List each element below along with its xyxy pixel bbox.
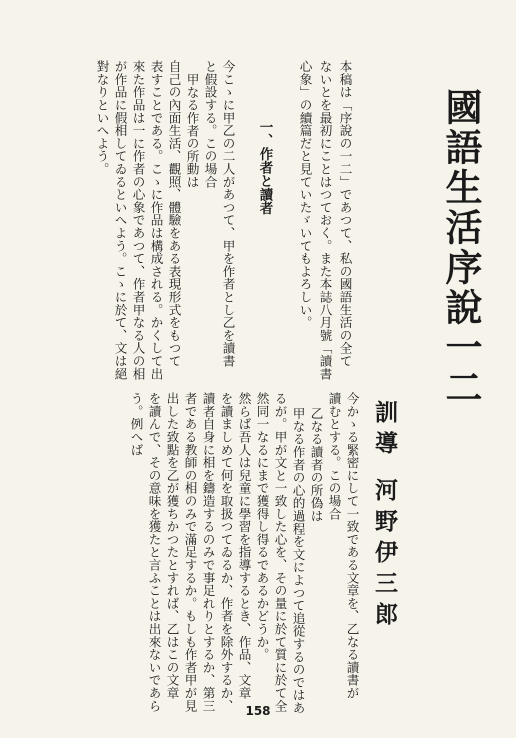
body-line: 讀者自身に相を鑄造するのみで事足れりとするか、第三 bbox=[200, 392, 216, 712]
body-line: 然らば吾人は兒童に學習を指導するとき、作品、文章 bbox=[236, 392, 252, 700]
body-line: 今こゝに甲乙の二人があつて、甲を作者とし乙を讀書 bbox=[220, 60, 236, 368]
body-line: う。例へば bbox=[128, 392, 144, 456]
body-line: 甲なる作者の心的過程を文によつて追從するのではあ bbox=[290, 407, 306, 715]
body-line: を讀ましめて何を取扱つてゐるか、作者を除外するか、 bbox=[218, 392, 234, 712]
note-line: ないとを最初にことはつておく。また本誌八月號「讀書 bbox=[317, 60, 333, 380]
body-line: 自己の內面生活、觀照、體驗をある表現形式をもつて bbox=[166, 60, 182, 368]
body-line: るが。甲が文と一致した心を、その量に於て質に於て全 bbox=[272, 392, 288, 712]
body-line: 甲なる作者の所動は bbox=[184, 73, 200, 189]
body-line: 乙なる讀者の所偽は bbox=[308, 407, 324, 523]
body-line: 讀むとする。この場合 bbox=[326, 392, 342, 520]
body-line: を讀んで、その意味を獲たと言ふことは出來ないであら bbox=[146, 392, 162, 712]
page-number: 158 bbox=[245, 704, 271, 718]
author-role: 訓導 bbox=[371, 400, 398, 462]
article-title: 國語生活序說一二 bbox=[439, 88, 483, 408]
body-line: 表すことである。こゝに作品は構成される。かくして出 bbox=[148, 60, 164, 380]
section-heading: 一、作者と讀者 bbox=[256, 120, 273, 215]
body-line: 今かゝる緊密にして一致である文章を、乙なる讀書が bbox=[344, 392, 360, 700]
body-line: が作品に假相してゐるといへよう。こゝに於て、文は絕 bbox=[112, 60, 128, 380]
note-line: 本稿は「序說の一二」であつて、私の國語生活の全て bbox=[337, 60, 353, 368]
body-line: 然同一なるにまで獲得し得るであるかどうか。 bbox=[254, 392, 270, 661]
body-line: 對なりといへよう。 bbox=[94, 60, 110, 176]
body-line: 來た作品は一に作者の心象であつて、作者甲なる人の相 bbox=[130, 60, 146, 380]
body-line: 者である教師の相のみで滿足するか。もしも作者甲が見 bbox=[182, 392, 198, 712]
body-line: 出した致點を乙が獲ちかつたとすれば、乙はこの文章 bbox=[164, 392, 180, 700]
note-line: 心象」の續篇だと見ていたゞいてもよろしい。 bbox=[297, 60, 313, 329]
body-line: と假設する。この場合 bbox=[202, 60, 218, 188]
author-name: 河野伊三郎 bbox=[371, 478, 398, 633]
